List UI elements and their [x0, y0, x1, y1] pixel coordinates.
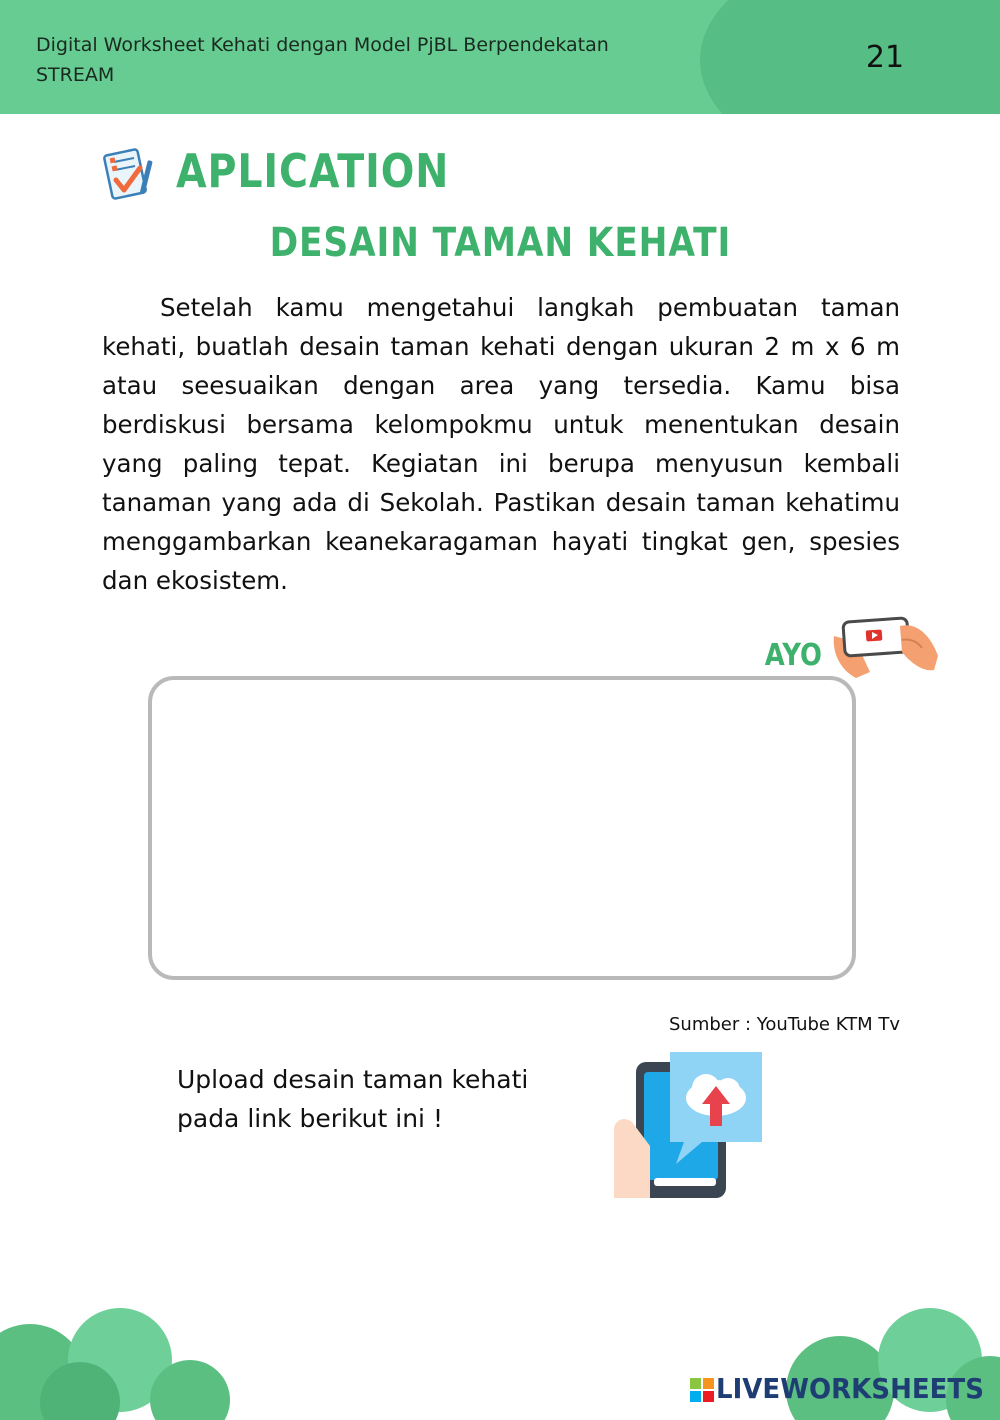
video-embed-frame[interactable]	[148, 676, 856, 980]
sub-title-text: DESAIN TAMAN KEHATI	[269, 220, 731, 266]
phone-video-icon	[826, 612, 942, 688]
brand-text: LIVEWORKSHEETS	[716, 1372, 984, 1405]
checklist-icon	[100, 146, 156, 202]
watch-label: AYO	[764, 638, 822, 673]
section-title: APLICATION	[176, 144, 450, 198]
page-header	[0, 0, 1000, 114]
cloud-upload-icon	[610, 1050, 766, 1200]
liveworksheets-logo-icon	[690, 1378, 714, 1402]
liveworksheets-brand[interactable]	[690, 1370, 990, 1410]
header-title-line2: STREAM	[36, 64, 115, 86]
upload-line1: Upload desain taman kehati	[177, 1065, 529, 1094]
upload-instruction	[177, 1060, 597, 1138]
video-source: Sumber : YouTube KTM Tv	[669, 1014, 900, 1035]
upload-line2: pada link berikut ini !	[177, 1104, 443, 1133]
header-title-line1: Digital Worksheet Kehati dengan Model PjBL Berpendekatan	[36, 34, 609, 56]
bush-decoration-left	[0, 1290, 230, 1420]
sub-title	[0, 220, 1000, 266]
page-number: 21	[865, 40, 905, 75]
instruction-paragraph: Setelah kamu mengetahui langkah pembuatan taman kehati, buatlah desain taman kehati dengan ukuran 2 m x 6 m atau seesuaikan dengan area yang tersedia. Kamu bisa berdiskusi bersama kelompokmu untuk menentukan desain yang paling tepat. Kegiatan ini berupa menyusun kembali tanaman yang ada di Sekolah. Pastikan desain taman kehatimu menggambarkan keanekaragaman hayati tingkat gen, spesies dan ekosistem.	[102, 293, 900, 595]
header-title	[36, 30, 696, 90]
